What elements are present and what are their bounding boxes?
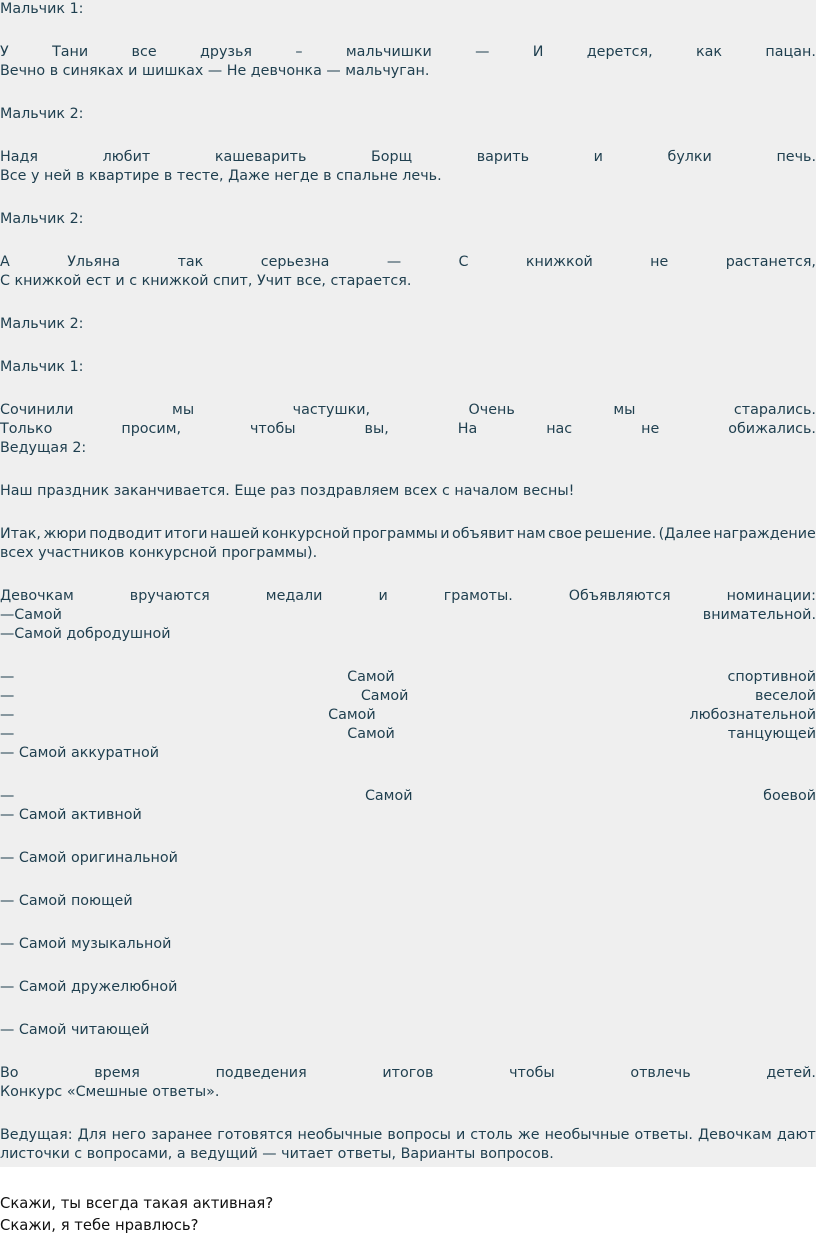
speaker-label: Мальчик 1: [0, 359, 84, 375]
verse-line: Надя любит кашеварить Борщ варить и булки печь. [0, 149, 816, 165]
nomination: — Самой спортивной [0, 669, 816, 685]
verse-line: А Ульяна так серьезна — С книжкой не растанется, [0, 254, 816, 270]
nomination: —Самой добродушной [0, 626, 171, 642]
nomination: — Самой аккуратной [0, 745, 159, 761]
paragraph-line: всех участников конкурсной программы). [0, 545, 318, 561]
nomination: — Самой дружелюбной [0, 979, 178, 995]
nomination: — Самой любознательной [0, 707, 816, 723]
question-line: Скажи, я тебе нравлюсь? [0, 1217, 199, 1234]
verse-line: С книжкой ест и с книжкой спит, Учит все, старается. [0, 273, 412, 289]
nomination: — Самой поющей [0, 893, 133, 909]
nomination: — Самой танцующей [0, 726, 816, 742]
verse-line: Все у ней в квартире в тесте, Даже негде в спальне лечь. [0, 168, 442, 184]
nomination: —Самой внимательной. [0, 607, 816, 623]
nomination: — Самой читающей [0, 1022, 150, 1038]
verse-line: Только просим, чтобы вы, На нас не обижались. [0, 421, 816, 437]
verse-line: У Тани все друзья – мальчишки — И дерется, как пацан. [0, 44, 816, 60]
nomination: — Самой боевой [0, 788, 816, 804]
nomination: — Самой активной [0, 807, 142, 823]
paragraph-line: Ведущая: Для него заранее готовятся необычные вопросы и столь же необычные ответы. Девочкам дают [0, 1127, 816, 1143]
speaker-label: Мальчик 2: [0, 316, 84, 332]
speaker-label: Мальчик 1: [0, 1, 84, 17]
paragraph-line: Во время подведения итогов чтобы отвлечь детей. [0, 1065, 816, 1081]
nomination: — Самой веселой [0, 688, 816, 704]
speaker-label: Ведущая 2: [0, 440, 87, 456]
questions-block [0, 1167, 816, 1237]
nomination: — Самой оригинальной [0, 850, 178, 866]
verse-line: Вечно в синяках и шишках — Не девчонка — мальчуган. [0, 63, 430, 79]
paragraph-line: Итак, жюри подводит итоги нашей конкурсной программы и объявит нам свое решение. (Далее награждение [0, 526, 816, 542]
question-line: Скажи, ты всегда такая активная? [0, 1195, 274, 1212]
speaker-label: Мальчик 2: [0, 211, 84, 227]
speaker-label: Мальчик 2: [0, 106, 84, 122]
contest-title: Конкурс «Смешные ответы». [0, 1084, 220, 1100]
verse-line: Сочинили мы частушки, Очень мы старались. [0, 402, 816, 418]
paragraph: Наш праздник заканчивается. Еще раз поздравляем всех с началом весны! [0, 483, 575, 499]
paragraph-line: листочки с вопросами, а ведущий — читает ответы, Варианты вопросов. [0, 1146, 554, 1162]
paragraph-line: Девочкам вручаются медали и грамоты. Объявляются номинации: [0, 588, 816, 604]
nomination: — Самой музыкальной [0, 936, 172, 952]
